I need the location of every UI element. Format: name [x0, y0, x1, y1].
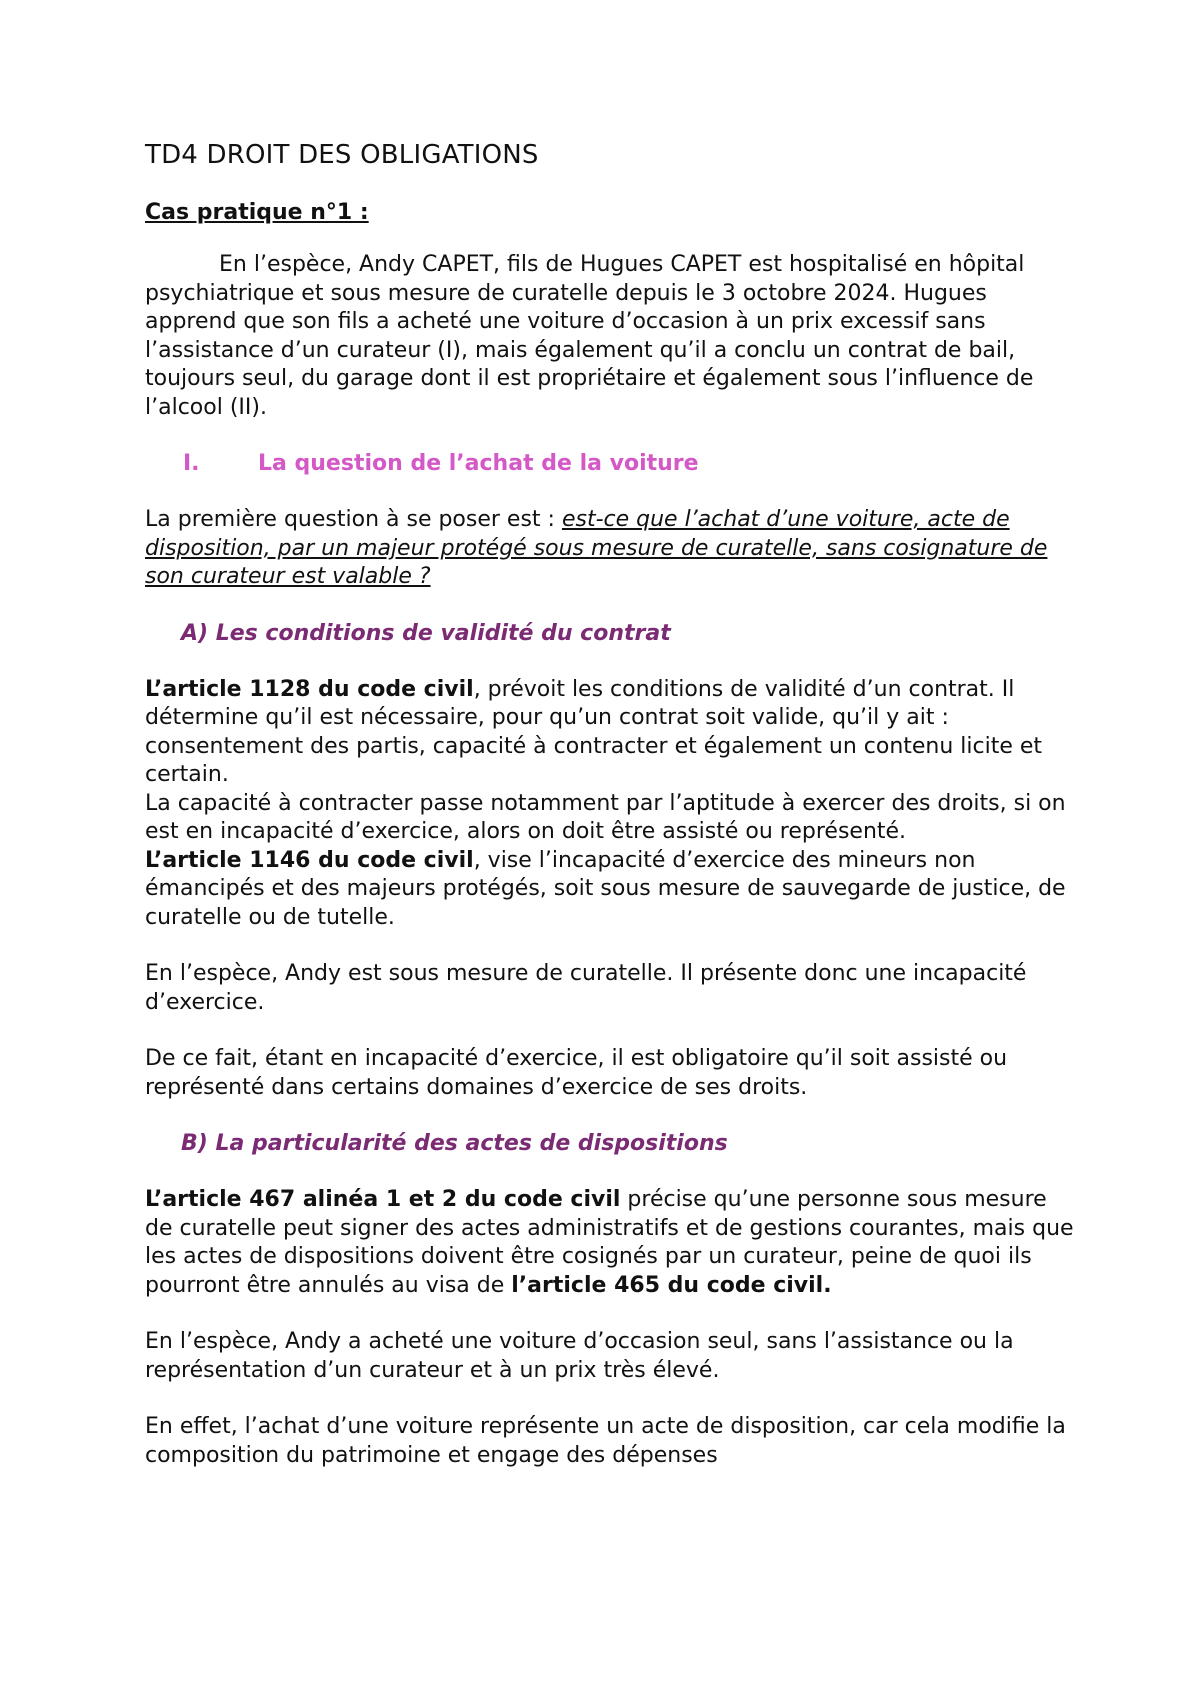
question-intro: La première question à se poser est : — [145, 507, 562, 532]
espece-b-paragraph: En l’espèce, Andy a acheté une voiture d’occasion seul, sans l’assistance ou la représentation d’un curateur et à un prix très élevé. — [145, 1329, 1014, 1383]
subsection-a-heading: A) Les conditions de validité du contrat — [181, 620, 671, 646]
subsection-b-heading: B) La particularité des actes de dispositions — [181, 1131, 728, 1156]
article-1128-paragraph — [145, 676, 1080, 790]
question-paragraph — [145, 506, 1080, 592]
article-467-ref: L’article 467 alinéa 1 et 2 du code civil — [145, 1187, 621, 1212]
article-1128-ref: L’article 1128 du code civil — [145, 676, 474, 702]
question-text: est-ce que l’achat d’une voiture, acte de disposition, par un majeur protégé sous mesure de curatelle, sans cosignature de son curateur est valable ? — [145, 507, 1048, 589]
case-heading: Cas pratique n°1 : — [145, 200, 369, 225]
article-465-ref: l’article 465 du code civil. — [511, 1272, 832, 1298]
capacity-paragraph: La capacité à contracter passe notamment par l’aptitude à exercer des droits, si on est en incapacité d’exercice, alors on doit être assisté ou représenté. — [145, 790, 1066, 844]
section-1-number: I. — [183, 451, 200, 476]
espece-a-paragraph: En l’espèce, Andy est sous mesure de curatelle. Il présente donc une incapacité d’exercice. — [145, 961, 1027, 1015]
article-1146-text: , vise l’incapacité d’exercice des mineurs non émancipés et des majeurs protégés, soit sous mesure de sauvegarde de justice, de curatelle ou de tutelle. — [145, 847, 1066, 930]
article-467-paragraph — [145, 1186, 1080, 1300]
consequence-paragraph: De ce fait, étant en incapacité d’exercice, il est obligatoire qu’il soit assisté ou représenté dans certains domaines d’exercice de ses droits. — [145, 1046, 1008, 1100]
article-1128-text: , prévoit les conditions de validité d’un contrat. Il détermine qu’il est nécessaire, pour qu’un contrat soit valide, qu’il y ait : consentement des partis, capacité à contracter et également un contenu licite et certain. — [145, 676, 1043, 787]
article-1146-ref: L’article 1146 du code civil — [145, 847, 474, 873]
intro-paragraph: En l’espèce, Andy CAPET, fils de Hugues CAPET est hospitalisé en hôpital psychiatrique et sous mesure de curatelle depuis le 3 octobre 2024. Hugues apprend que son fils a acheté une voiture d’occasion à un prix excessif sans l’assistance d’un curateur (I), mais également qu’il a conclu un contrat de bail, toujours seul, du garage dont il est propriétaire et également sous l’influence de l’alcool (II). — [145, 252, 1034, 420]
document-title: TD4 DROIT DES OBLIGATIONS — [145, 140, 539, 170]
section-1-heading — [145, 450, 1080, 478]
section-1-title: La question de l’achat de la voiture — [258, 451, 699, 476]
effet-paragraph: En effet, l’achat d’une voiture représente un acte de disposition, car cela modifie la composition du patrimoine et engage des dépenses — [145, 1414, 1066, 1468]
article-467-text: précise qu’une personne sous mesure de curatelle peut signer des actes administratifs et de gestions courantes, mais que les actes de dispositions doivent être cosignés par un curateur, peine de quoi ils pourront être annulés au visa de — [145, 1187, 1074, 1298]
article-1146-paragraph — [145, 847, 1080, 933]
